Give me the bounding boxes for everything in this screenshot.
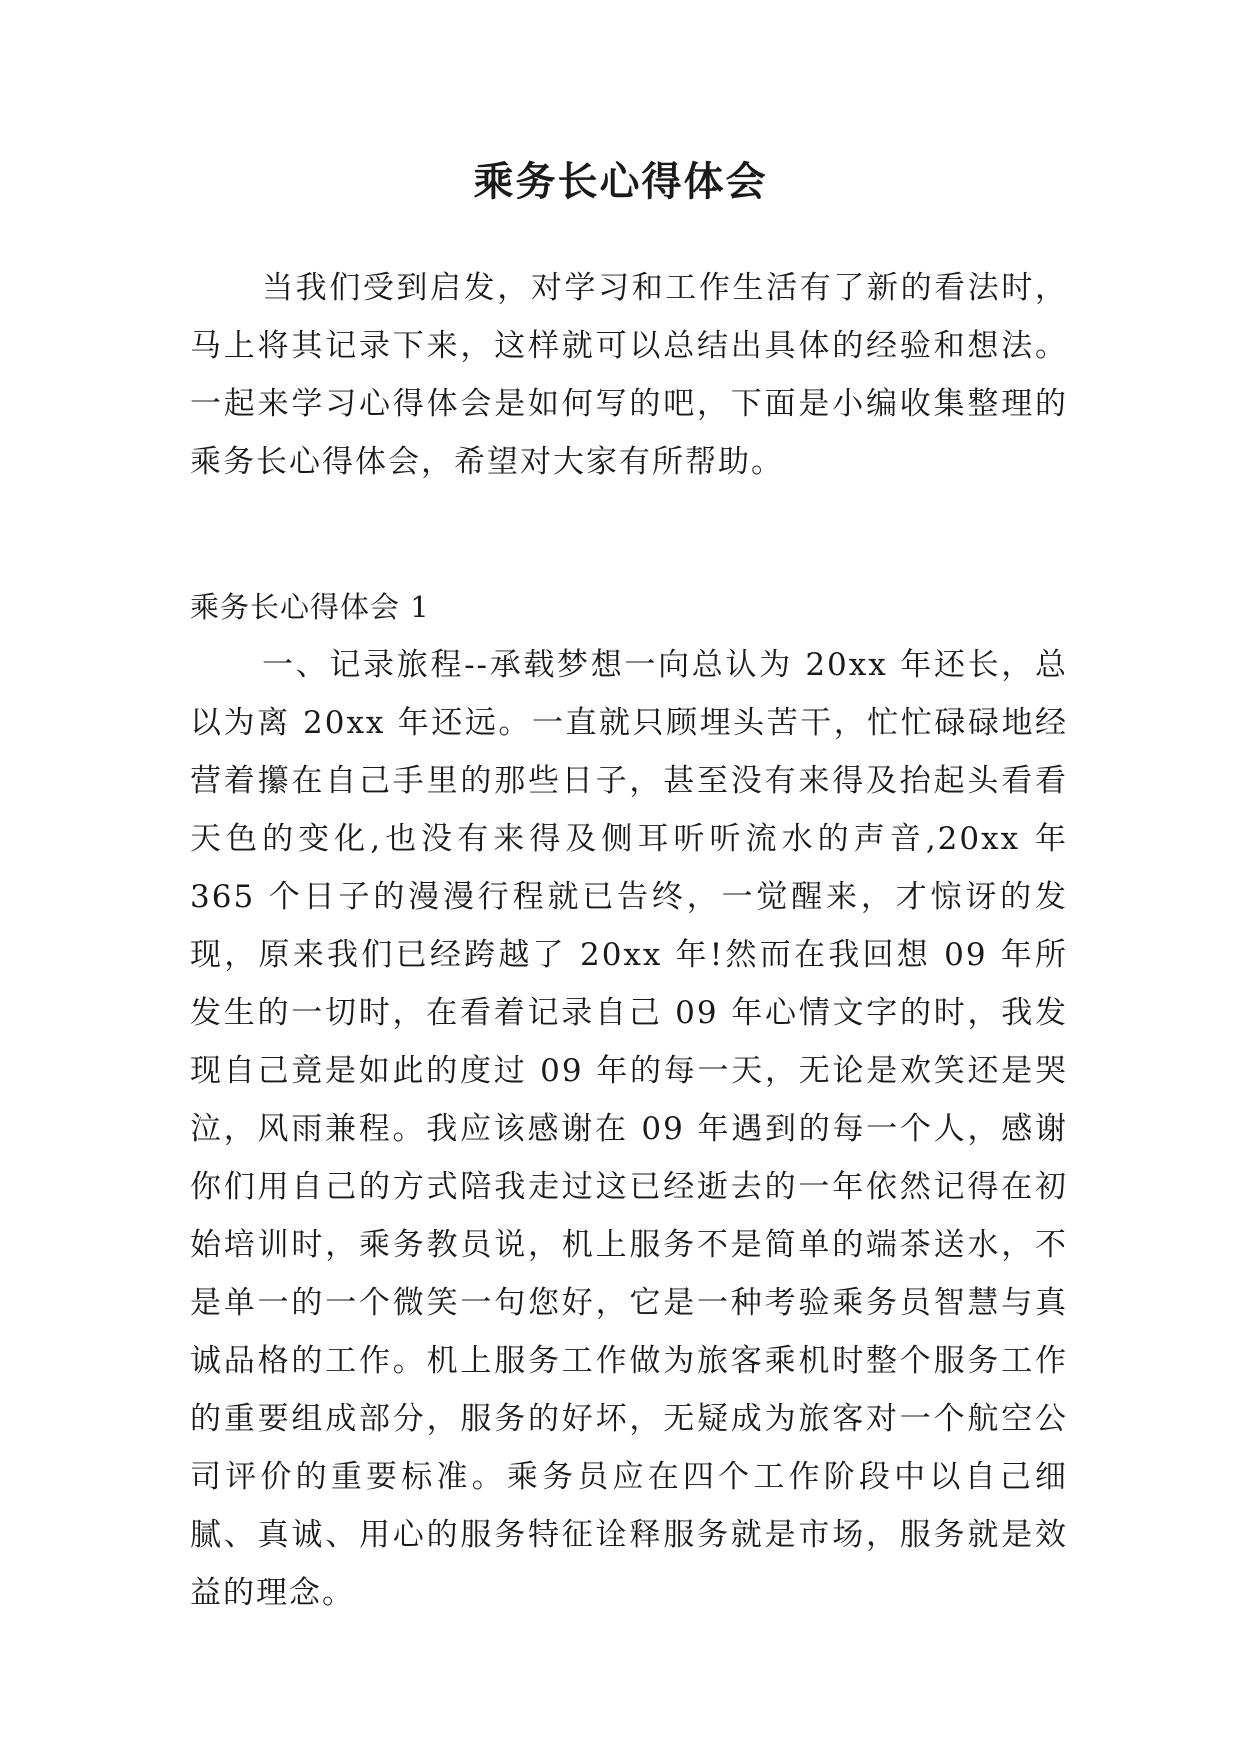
section-body-paragraph: 一、记录旅程--承载梦想一向总认为 20xx 年还长，总以为离 20xx 年还远。一直就只顾埋头苦干，忙忙碌碌地经营着攥在自己手里的那些日子，甚至没有来得及抬起头看看天色的变化,也没有来得及侧耳听听流水的声音,20xx 年 365 个日子的漫漫行程就已告终，一觉醒来，才惊讶的发现，原来我们已经跨越了 20xx 年!然而在我回想 09 年所发生的一切时，在看着记录自己 09 年心情文字的时，我发现自己竟是如此的度过 09 年的每一天，无论是欢笑还是哭泣，风雨兼程。我应该感谢在 09 年遇到的每一个人，感谢你们用自己的方式陪我走过这已经逝去的一年依然记得在初始培训时，乘务教员说，机上服务不是简单的端茶送水，不是单一的一个微笑一句您好，它是一种考验乘务员智慧与真诚品格的工作。机上服务工作做为旅客乘机时整个服务工作的重要组成部分，服务的好坏，无疑成为旅客对一个航空公司评价的重要标准。乘务员应在四个工作阶段中以自己细腻、真诚、用心的服务特征诠释服务就是市场，服务就是效益的理念。	[190, 647, 1068, 1611]
section-heading: 乘务长心得体会 1	[190, 590, 430, 624]
intro-paragraph: 当我们受到启发，对学习和工作生活有了新的看法时，马上将其记录下来，这样就可以总结出具体的经验和想法。一起来学习心得体会是如何写的吧，下面是小编收集整理的乘务长心得体会，希望对大家有所帮助。	[190, 270, 1068, 480]
page-title: 乘务长心得体会	[473, 159, 768, 205]
